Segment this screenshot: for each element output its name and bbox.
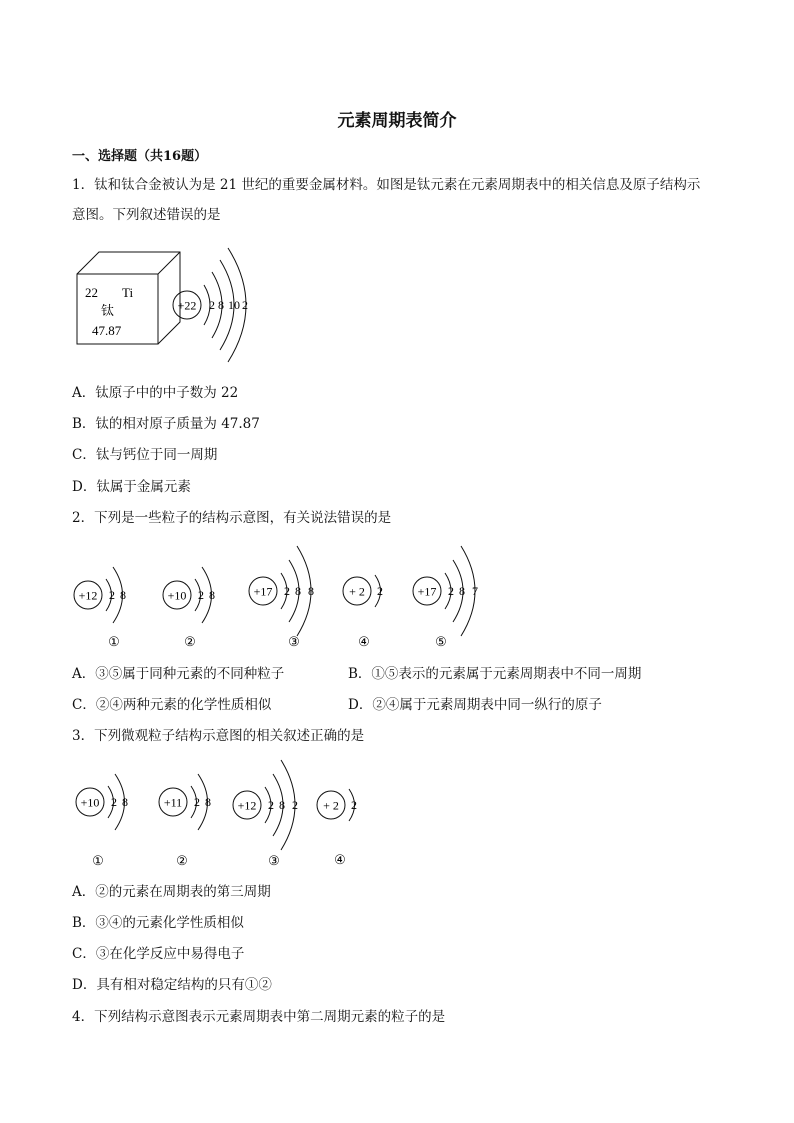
- q2-fig3-shell-1: 2: [284, 584, 290, 598]
- element-atomic-number: 22: [85, 285, 98, 300]
- q1-stem-line1: 1．钛和钛合金被认为是 21 世纪的重要金属材料。如图是钛元素在元素周期表中的相关信息及原子结构示: [72, 177, 701, 193]
- q2-fig3-label: ③: [288, 634, 300, 649]
- q3-fig3-nucleus: +12: [237, 798, 257, 813]
- q3-fig2-label: ②: [176, 853, 188, 868]
- q2-fig4-nucleus: + 2: [349, 584, 365, 599]
- element-mass: 47.87: [92, 323, 122, 338]
- q2-option-a: A．③⑤属于同种元素的不同种粒子: [72, 666, 285, 682]
- q2-fig2-shell-1: 2: [198, 588, 204, 602]
- q3-option-d: D．具有相对稳定结构的只有①②: [72, 977, 272, 993]
- q4-stem: 4．下列结构示意图表示元素周期表中第二周期元素的粒子的是: [72, 1009, 446, 1025]
- q2-fig2-shell-2: 8: [209, 588, 215, 602]
- q3-option-c: C．③在化学反应中易得电子: [72, 946, 245, 962]
- q2-fig5-shell-1: 2: [448, 584, 454, 598]
- q3-fig4-nucleus: + 2: [323, 798, 339, 813]
- q3-fig2-shell-1: 2: [194, 795, 200, 809]
- q2-fig2-label: ②: [184, 634, 196, 649]
- q3-fig1-shell-2: 8: [122, 795, 128, 809]
- q1-figure: [70, 240, 270, 365]
- q2-option-d: D．②④属于元素周期表中同一纵行的原子: [348, 697, 602, 713]
- q1-stem-line2: 意图。下列叙述错误的是: [72, 207, 221, 223]
- ti-nucleus-charge: +22: [177, 298, 197, 313]
- q3-fig4-label: ④: [334, 852, 346, 867]
- q3-fig1-label: ①: [92, 853, 104, 868]
- q3-figures: [0, 756, 794, 876]
- ti-shell-1: 2: [209, 298, 215, 312]
- q3-fig1-shell-1: 2: [111, 795, 117, 809]
- q1-option-a: A．钛原子中的中子数为 22: [72, 385, 239, 401]
- q3-stem: 3．下列微观粒子结构示意图的相关叙述正确的是: [72, 728, 365, 744]
- q2-fig3-shell-3: 8: [308, 584, 314, 598]
- q2-option-b: B．①⑤表示的元素属于元素周期表中不同一周期: [348, 666, 642, 682]
- q2-fig1-nucleus: +12: [78, 588, 98, 603]
- q3-fig3-shell-1: 2: [268, 798, 274, 812]
- q2-figures: [0, 538, 794, 658]
- q2-fig1-shell-1: 2: [109, 588, 115, 602]
- q2-stem: 2．下列是一些粒子的结构示意图，有关说法错误的是: [72, 510, 392, 526]
- q2-fig3-nucleus: +17: [253, 584, 273, 599]
- q3-option-b: B．③④的元素化学性质相似: [72, 915, 244, 931]
- q2-fig1-shell-2: 8: [120, 588, 126, 602]
- q3-fig4-shell-1: 2: [351, 798, 357, 812]
- q2-fig5-label: ⑤: [435, 634, 447, 649]
- q3-fig3-shell-2: 8: [279, 798, 285, 812]
- q3-fig2-nucleus: +11: [163, 795, 183, 810]
- q2-fig4-label: ④: [358, 634, 370, 649]
- element-name: 钛: [101, 303, 115, 318]
- q3-option-a: A．②的元素在周期表的第三周期: [72, 884, 271, 900]
- q2-fig5-nucleus: +17: [417, 584, 437, 599]
- q3-fig1-nucleus: +10: [80, 795, 100, 810]
- q2-fig5-shell-3: 7: [472, 584, 478, 598]
- q3-fig3-label: ③: [268, 853, 280, 868]
- q2-fig4-shell-1: 2: [377, 584, 383, 598]
- element-symbol: Ti: [122, 285, 134, 300]
- page-title: 元素周期表简介: [337, 111, 457, 131]
- ti-shell-3: 10: [228, 298, 240, 312]
- q1-option-c: C．钛与钙位于同一周期: [72, 447, 218, 463]
- q3-fig2-shell-2: 8: [205, 795, 211, 809]
- ti-shell-4: 2: [242, 298, 248, 312]
- q3-fig3-shell-3: 2: [292, 798, 298, 812]
- q2-fig2-nucleus: +10: [167, 588, 187, 603]
- q2-option-c: C．②④两种元素的化学性质相似: [72, 697, 272, 713]
- q2-fig3-shell-2: 8: [295, 584, 301, 598]
- q2-fig1-label: ①: [108, 634, 120, 649]
- q1-option-b: B．钛的相对原子质量为 47.87: [72, 416, 260, 432]
- q1-option-d: D．钛属于金属元素: [72, 479, 191, 495]
- ti-shell-2: 8: [218, 298, 224, 312]
- section-heading: 一、选择题（共16题）: [72, 149, 208, 164]
- q2-fig5-shell-2: 8: [459, 584, 465, 598]
